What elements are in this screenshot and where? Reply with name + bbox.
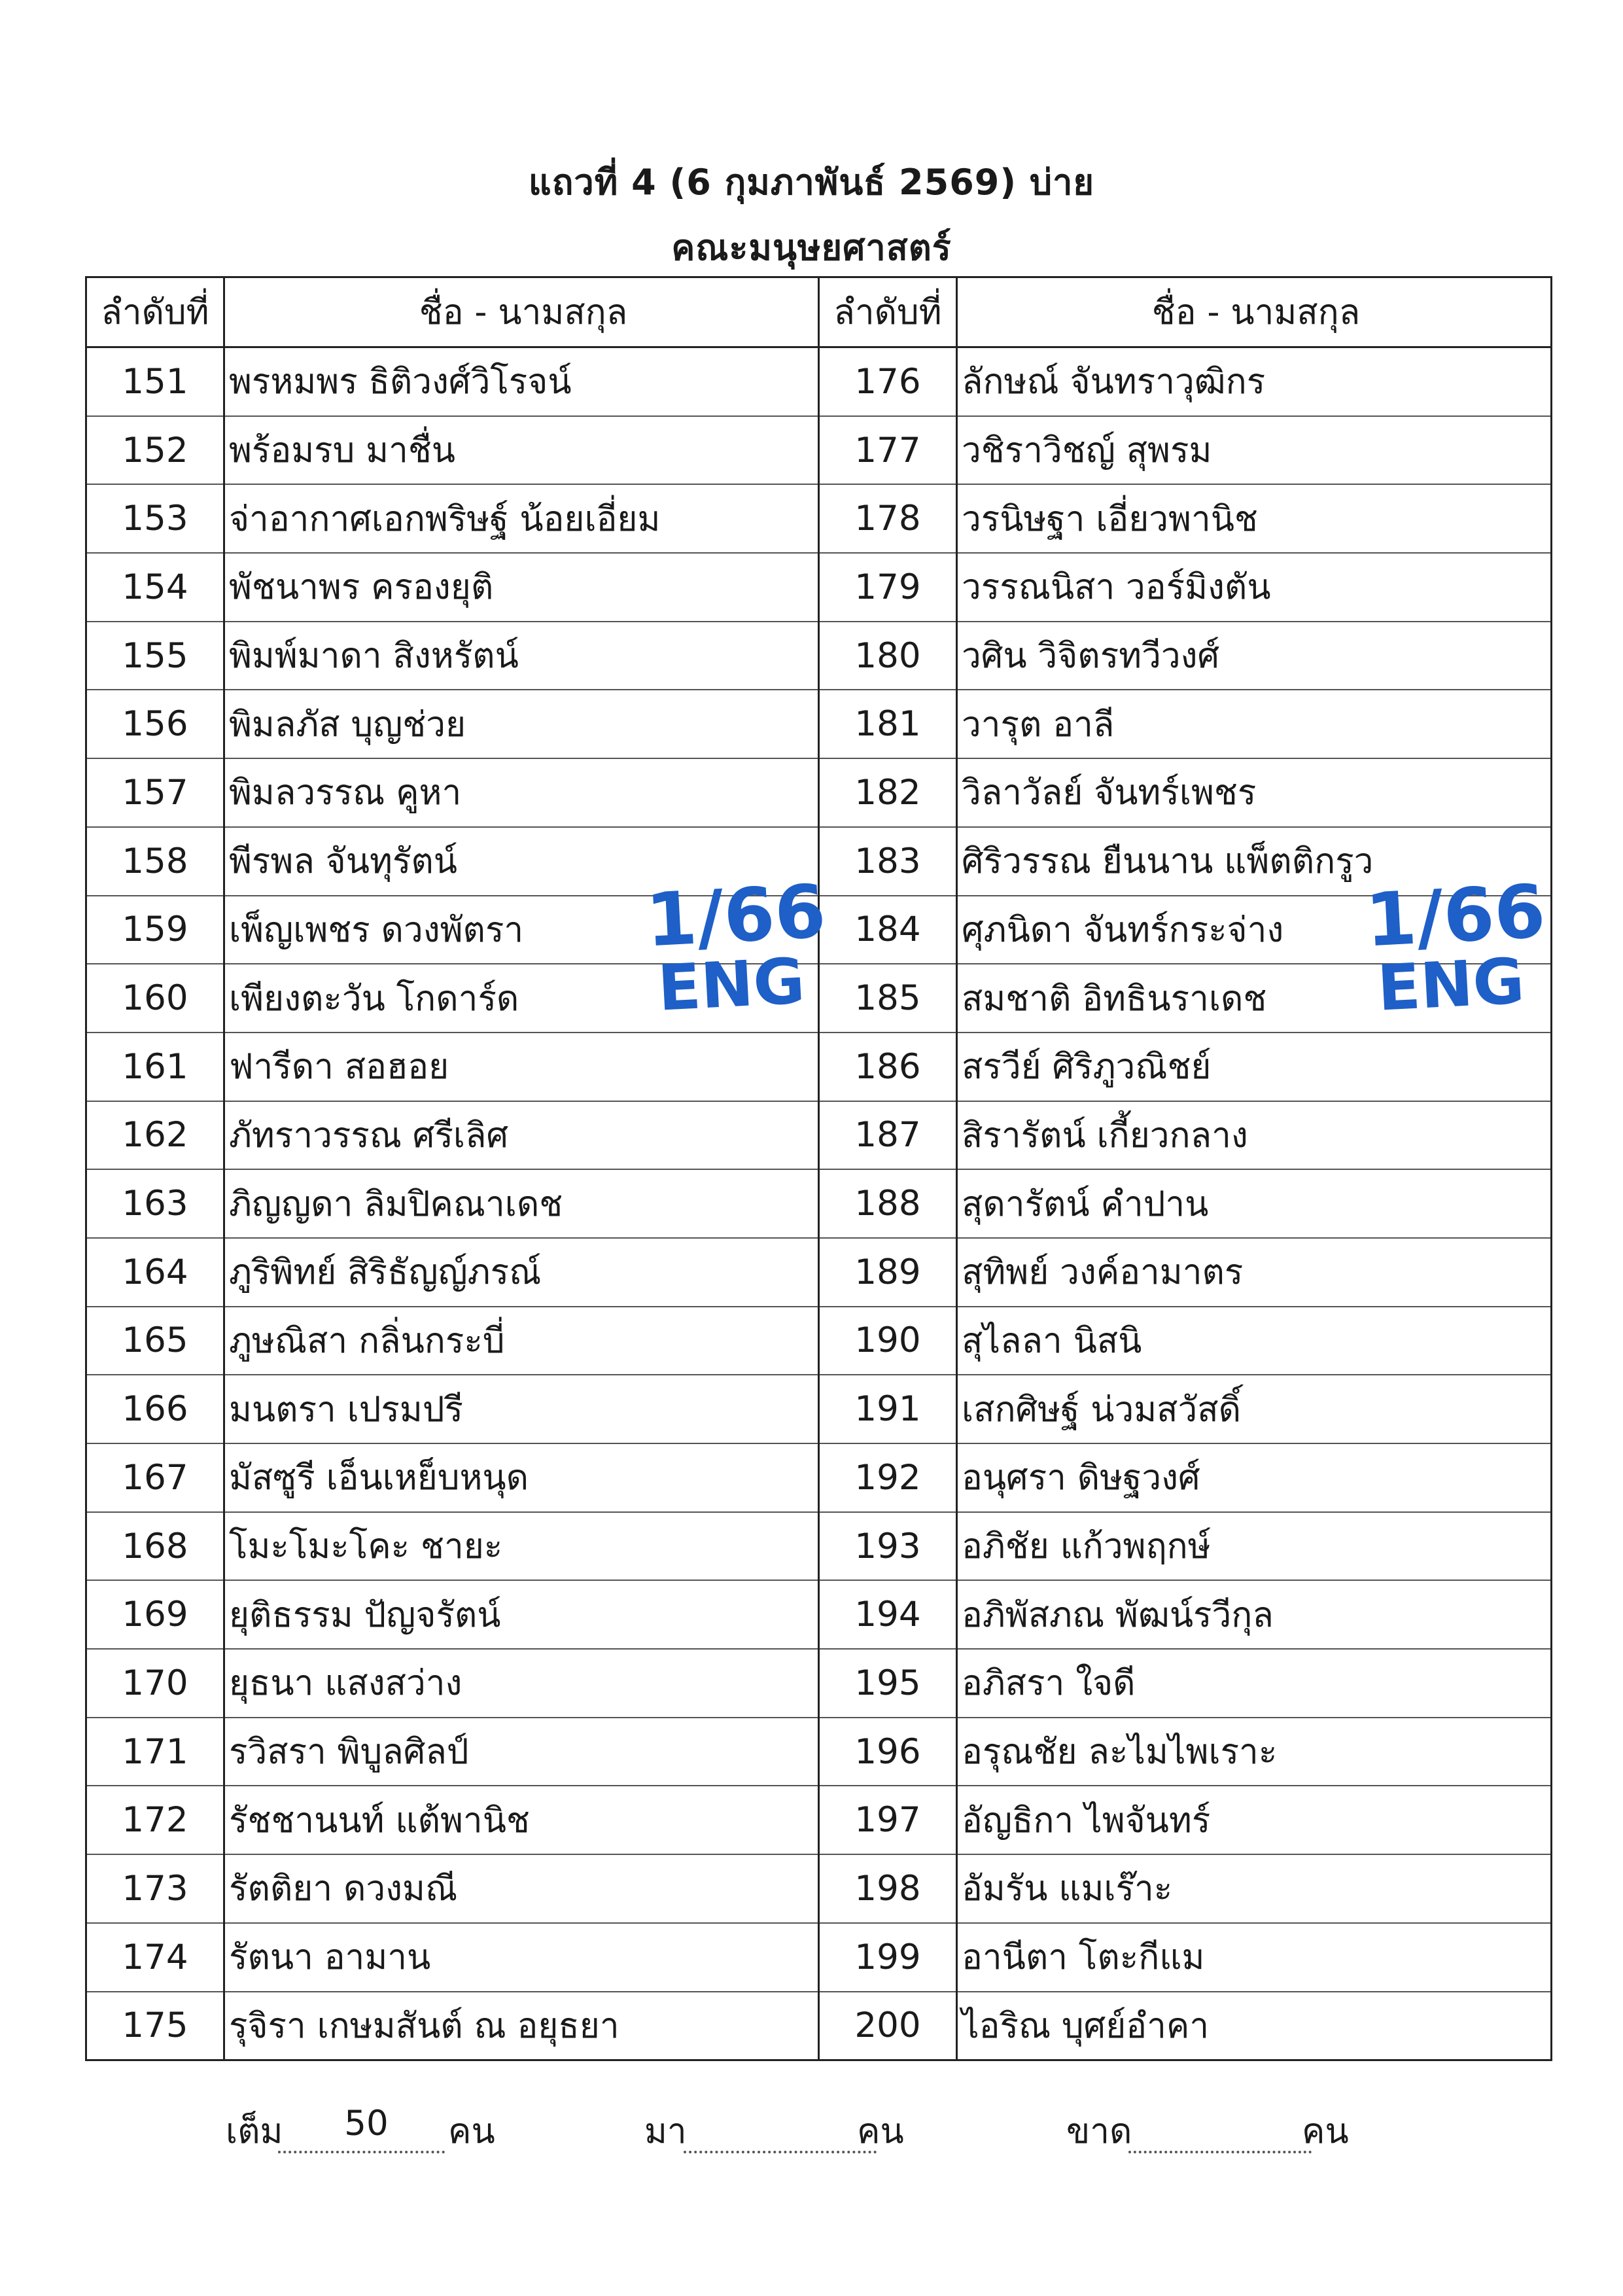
- table-row: [86, 622, 1552, 690]
- student-name-right: สรวีย์ ศิริภูวณิชย์: [957, 1033, 1552, 1101]
- stamp-right: [1363, 869, 1548, 1025]
- order-number-left: 171: [86, 1718, 224, 1786]
- student-name-left: จ่าอากาศเอกพริษฐ์ น้อยเอี่ยม: [224, 484, 819, 553]
- student-name-left: ภิญญดา ลิมปิคณาเดช: [224, 1169, 819, 1238]
- table-row: [86, 1375, 1552, 1443]
- absent-dotted-line: [1128, 2151, 1312, 2153]
- table-row: [86, 758, 1552, 827]
- student-name-right: ไอริณ บุศย์อำคา: [957, 1992, 1552, 2060]
- order-number-left: 151: [86, 347, 224, 416]
- order-number-left: 153: [86, 484, 224, 553]
- header-order-left: ลำดับที่: [86, 277, 224, 347]
- order-number-right: 181: [819, 690, 957, 758]
- order-number-left: 161: [86, 1033, 224, 1101]
- present-label: มา: [644, 2111, 687, 2151]
- order-number-right: 200: [819, 1992, 957, 2060]
- order-number-right: 192: [819, 1443, 957, 1512]
- stamp-right-line2: ENG: [1375, 944, 1527, 1025]
- student-name-left: พีรพล จันทุรัตน์: [224, 827, 819, 896]
- faculty-subtitle: คณะมนุษยศาสตร์: [671, 227, 952, 268]
- student-name-left: รุจิรา เกษมสันต์ ณ อยุธยา: [224, 1992, 819, 2060]
- student-name-left: มัสซูรี เอ็นเหย็บหนุด: [224, 1443, 819, 1512]
- order-number-left: 165: [86, 1307, 224, 1375]
- order-number-right: 178: [819, 484, 957, 553]
- order-number-left: 158: [86, 827, 224, 896]
- order-number-right: 190: [819, 1307, 957, 1375]
- table-row: [86, 347, 1552, 416]
- order-number-left: 170: [86, 1649, 224, 1718]
- student-name-right: วิลาวัลย์ จันทร์เพชร: [957, 758, 1552, 827]
- table-row: [86, 690, 1552, 758]
- student-name-left: ภูริพิทย์ สิริธัญญ์ภรณ์: [224, 1238, 819, 1307]
- table-row: [86, 964, 1552, 1033]
- table-row: [86, 1718, 1552, 1786]
- full-dotted-line: [278, 2151, 445, 2153]
- student-name-right: เสกศิษฐ์ น่วมสวัสดิ์: [957, 1375, 1552, 1443]
- student-name-right: อัญธิกา ไพจันทร์: [957, 1786, 1552, 1854]
- student-name-left: ภัทราวรรณ ศรีเลิศ: [224, 1101, 819, 1170]
- order-number-left: 162: [86, 1101, 224, 1170]
- student-name-right: วรนิษฐา เอี่ยวพานิช: [957, 484, 1552, 553]
- full-unit: คน: [448, 2111, 495, 2151]
- student-name-right: สิรารัตน์ เกี้ยวกลาง: [957, 1101, 1552, 1170]
- order-number-left: 157: [86, 758, 224, 827]
- student-name-right: อานีตา โตะกีแม: [957, 1923, 1552, 1992]
- order-number-left: 169: [86, 1580, 224, 1649]
- header-order-right: ลำดับที่: [819, 277, 957, 347]
- student-name-left: พิมพ์มาดา สิงหรัตน์: [224, 622, 819, 690]
- table-row: [86, 1101, 1552, 1170]
- table-row: [86, 416, 1552, 485]
- table-row: [86, 1443, 1552, 1512]
- student-name-left: รัตนา อามาน: [224, 1923, 819, 1992]
- stamp-right-line1: 1/66: [1363, 869, 1548, 964]
- header-name-left: ชื่อ - นามสกุล: [224, 277, 819, 347]
- table-row: [86, 1580, 1552, 1649]
- student-name-left: เพียงตะวัน โกดาร์ด: [224, 964, 819, 1033]
- order-number-right: 191: [819, 1375, 957, 1443]
- student-name-right: ศิริวรรณ ยืนนาน แพ็ตติกรูว: [957, 827, 1552, 896]
- order-number-left: 168: [86, 1512, 224, 1581]
- present-unit: คน: [857, 2111, 904, 2151]
- student-name-right: ศุภนิดา จันทร์กระจ่าง: [957, 896, 1552, 964]
- order-number-right: 194: [819, 1580, 957, 1649]
- absent-unit: คน: [1302, 2111, 1349, 2151]
- order-number-right: 182: [819, 758, 957, 827]
- attendance-table: [85, 276, 1552, 2061]
- student-name-right: ลักษณ์ จันทราวุฒิกร: [957, 347, 1552, 416]
- table-header-row: [86, 277, 1552, 347]
- student-name-left: โมะโมะโคะ ชายะ: [224, 1512, 819, 1581]
- order-number-left: 152: [86, 416, 224, 485]
- order-number-right: 183: [819, 827, 957, 896]
- student-name-right: อภิสรา ใจดี: [957, 1649, 1552, 1718]
- present-dotted-line: [684, 2151, 877, 2153]
- student-name-right: สุดารัตน์ คำปาน: [957, 1169, 1552, 1238]
- student-name-right: สมชาติ อิทธินราเดช: [957, 964, 1552, 1033]
- student-name-right: อภิพัสภณ พัฒน์รวีกุล: [957, 1580, 1552, 1649]
- table-row: [86, 1854, 1552, 1923]
- full-label: เต็ม: [226, 2111, 283, 2151]
- order-number-left: 155: [86, 622, 224, 690]
- order-number-right: 184: [819, 896, 957, 964]
- table-row: [86, 1992, 1552, 2060]
- student-name-left: รัชชานนท์ แต้พานิช: [224, 1786, 819, 1854]
- order-number-left: 172: [86, 1786, 224, 1854]
- order-number-left: 163: [86, 1169, 224, 1238]
- order-number-left: 167: [86, 1443, 224, 1512]
- student-name-right: วารุต อาลี: [957, 690, 1552, 758]
- header-name-right: ชื่อ - นามสกุล: [957, 277, 1552, 347]
- order-number-left: 156: [86, 690, 224, 758]
- table-row: [86, 1649, 1552, 1718]
- order-number-left: 173: [86, 1854, 224, 1923]
- order-number-right: 177: [819, 416, 957, 485]
- student-name-left: ภูษณิสา กลิ่นกระบี่: [224, 1307, 819, 1375]
- student-name-right: อรุณชัย ละไมไพเราะ: [957, 1718, 1552, 1786]
- student-name-right: อภิชัย แก้วพฤกษ์: [957, 1512, 1552, 1581]
- order-number-left: 175: [86, 1992, 224, 2060]
- stamp-left-line2: ENG: [655, 944, 807, 1025]
- student-name-right: วรรณนิสา วอร์มิงตัน: [957, 553, 1552, 622]
- student-name-left: พิมลวรรณ คูหา: [224, 758, 819, 827]
- table-row: [86, 1033, 1552, 1101]
- full-value: 50: [344, 2104, 389, 2144]
- stamp-left-line1: 1/66: [644, 869, 828, 964]
- student-name-right: วศิน วิจิตรทวีวงศ์: [957, 622, 1552, 690]
- table-row: [86, 553, 1552, 622]
- table-row: [86, 484, 1552, 553]
- order-number-right: 196: [819, 1718, 957, 1786]
- table-body: [86, 347, 1552, 2060]
- table-row: [86, 1238, 1552, 1307]
- table-row: [86, 1307, 1552, 1375]
- student-name-right: อัมรัน แมเร๊าะ: [957, 1854, 1552, 1923]
- student-name-left: ฟารีดา สอฮอย: [224, 1033, 819, 1101]
- order-number-right: 188: [819, 1169, 957, 1238]
- student-name-left: รัตติยา ดวงมณี: [224, 1854, 819, 1923]
- order-number-right: 193: [819, 1512, 957, 1581]
- order-number-right: 179: [819, 553, 957, 622]
- absent-label: ขาด: [1066, 2111, 1132, 2151]
- student-name-left: พรหมพร ธิติวงศ์วิโรจน์: [224, 347, 819, 416]
- order-number-right: 180: [819, 622, 957, 690]
- student-name-left: เพ็ญเพชร ดวงพัตรา: [224, 896, 819, 964]
- order-number-right: 198: [819, 1854, 957, 1923]
- student-name-right: วชิราวิชญ์ สุพรม: [957, 416, 1552, 485]
- order-number-left: 160: [86, 964, 224, 1033]
- order-number-left: 159: [86, 896, 224, 964]
- stamp-left: [644, 869, 828, 1025]
- order-number-right: 186: [819, 1033, 957, 1101]
- table-row: [86, 1512, 1552, 1581]
- student-name-left: พิมลภัส บุญช่วย: [224, 690, 819, 758]
- student-name-right: สุทิพย์ วงค์อามาตร: [957, 1238, 1552, 1307]
- order-number-left: 164: [86, 1238, 224, 1307]
- order-number-right: 185: [819, 964, 957, 1033]
- student-name-left: ยุติธรรม ปัญจรัตน์: [224, 1580, 819, 1649]
- table-row: [86, 1169, 1552, 1238]
- student-name-right: สุไลลา นิสนิ: [957, 1307, 1552, 1375]
- student-name-left: พร้อมรบ มาชื่น: [224, 416, 819, 485]
- student-name-left: ยุธนา แสงสว่าง: [224, 1649, 819, 1718]
- student-name-left: มนตรา เปรมปรี: [224, 1375, 819, 1443]
- student-name-left: พัชนาพร ครองยุติ: [224, 553, 819, 622]
- order-number-right: 176: [819, 347, 957, 416]
- order-number-left: 174: [86, 1923, 224, 1992]
- table-row: [86, 1786, 1552, 1854]
- student-name-right: อนุศรา ดิษฐวงศ์: [957, 1443, 1552, 1512]
- order-number-right: 197: [819, 1786, 957, 1854]
- order-number-right: 199: [819, 1923, 957, 1992]
- order-number-right: 189: [819, 1238, 957, 1307]
- table-row: [86, 1923, 1552, 1992]
- order-number-left: 154: [86, 553, 224, 622]
- page-title: แถวที่ 4 (6 กุมภาพันธ์ 2569) บ่าย: [528, 162, 1095, 203]
- order-number-right: 187: [819, 1101, 957, 1170]
- order-number-right: 195: [819, 1649, 957, 1718]
- student-name-left: รวิสรา พิบูลศิลป์: [224, 1718, 819, 1786]
- order-number-left: 166: [86, 1375, 224, 1443]
